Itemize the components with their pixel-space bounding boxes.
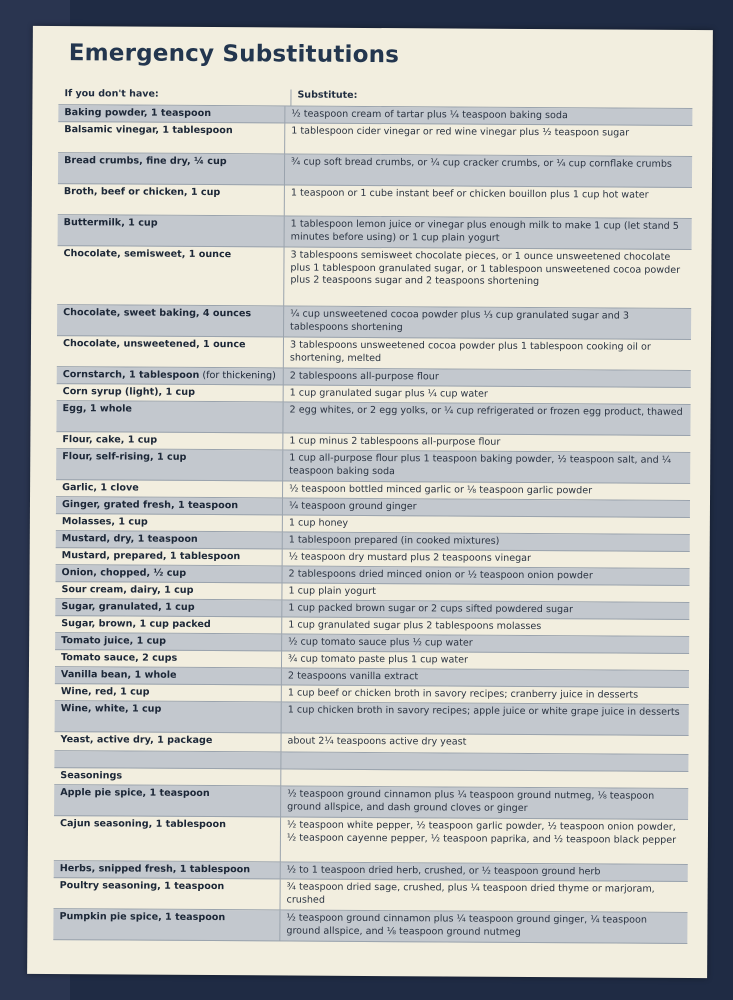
row-substitute: 3 tablespoons semisweet chocolate pieces, or 1 ounce unsweetened chocolate plus 1 tablespoon granulated sugar, or 1 tablespoon unsweetened cocoa powder plus 2 teaspoons sugar and 2 teaspoons shortening [283, 247, 691, 307]
row-substitute: ½ teaspoon ground cinnamon plus ¼ teaspoon ground nutmeg, ⅛ teaspoon ground allspice, and dash ground cloves or ginger [280, 786, 688, 818]
row-item-label: Seasonings [60, 770, 123, 782]
row-substitute: about 2¼ teaspoons active dry yeast [280, 733, 688, 753]
row-item-label: Bread crumbs, fine dry, ¼ cup [64, 155, 227, 168]
row-substitute: 1 cup minus 2 tablespoons all-purpose flour [282, 433, 690, 451]
row-item [54, 732, 280, 751]
row-substitute: 2 teaspoons vanilla extract [281, 668, 689, 686]
row-substitute: ½ teaspoon ground cinnamon plus ¼ teaspoon ground ginger, ¼ teaspoon ground allspice, and ⅛ teaspoon ground nutmeg [279, 910, 687, 942]
row-item [57, 305, 283, 336]
row-item-label: Wine, white, 1 cup [60, 703, 162, 715]
table-row [57, 336, 691, 371]
header-col1: If you don't have: [64, 88, 159, 100]
row-item [56, 432, 282, 449]
table-row [54, 816, 688, 865]
header-col2: Substitute: [290, 90, 357, 106]
row-item-label: Cornstarch, 1 tablespoon [62, 369, 200, 381]
row-item-label: Buttermilk, 1 cup [63, 217, 158, 229]
row-item-label: Pumpkin pie spice, 1 teaspoon [59, 911, 226, 924]
row-item-label: Sour cream, dairy, 1 cup [61, 584, 194, 596]
row-item [56, 449, 282, 480]
row-item-label: Sugar, brown, 1 cup packed [61, 618, 211, 631]
row-substitute [280, 769, 688, 787]
row-item [56, 497, 282, 514]
row-substitute [280, 752, 688, 770]
row-item [58, 153, 284, 184]
row-substitute: 2 egg whites, or 2 egg yolks, or ¼ cup refrigerated or frozen egg product, thawed [282, 402, 690, 434]
row-item [54, 768, 280, 785]
row-substitute: ½ teaspoon dry mustard plus 2 teaspoons vinegar [282, 549, 690, 567]
table-row [58, 215, 692, 250]
row-substitute: ¾ cup soft bread crumbs, or ¼ cup cracker crumbs, or ¼ cup cornflake crumbs [284, 154, 692, 186]
row-substitute: ¾ cup tomato paste plus 1 cup water [281, 651, 689, 669]
page-title: Emergency Substitutions [68, 40, 400, 69]
row-item [56, 565, 282, 582]
row-item-label: Egg, 1 whole [62, 403, 132, 415]
row-item-label: Yeast, active dry, 1 package [60, 734, 213, 747]
row-item [55, 701, 281, 732]
row-item-label: Balsamic vinegar, 1 tablespoon [64, 124, 233, 137]
row-item [54, 816, 280, 861]
row-substitute: 1 tablespoon prepared (in cooked mixtures) [282, 532, 690, 550]
row-substitute: ¼ teaspoon ground ginger [282, 498, 690, 516]
row-item-label: Chocolate, sweet baking, 4 ounces [63, 307, 252, 320]
row-item [54, 861, 280, 878]
row-item-label: Ginger, grated fresh, 1 teaspoon [61, 499, 239, 512]
table-body [53, 105, 692, 944]
row-substitute: ¼ cup unsweetened cocoa powder plus ⅓ cup granulated sugar and 3 tablespoons shortening [283, 306, 691, 338]
row-item-label: Garlic, 1 clove [62, 482, 139, 494]
row-item-label: Herbs, snipped fresh, 1 tablespoon [59, 863, 251, 876]
row-item [58, 215, 284, 246]
table-row [55, 701, 689, 736]
row-substitute: 1 cup all-purpose flour plus 1 teaspoon baking powder, ½ teaspoon salt, and ¼ teaspoon baking soda [282, 450, 690, 482]
row-substitute: 1 cup honey [282, 515, 690, 533]
row-item [54, 785, 280, 816]
table-row [54, 878, 688, 913]
row-item-label: Broth, beef or chicken, 1 cup [63, 186, 221, 199]
row-item-label: Flour, cake, 1 cup [62, 434, 158, 446]
table-row [56, 449, 690, 484]
row-item [57, 336, 283, 367]
row-item [58, 184, 284, 215]
row-item-label: Baking powder, 1 teaspoon [64, 107, 212, 120]
row-substitute: ½ teaspoon bottled minced garlic or ⅛ teaspoon garlic powder [282, 481, 690, 499]
row-item [57, 384, 283, 401]
row-item-label: Apple pie spice, 1 teaspoon [60, 787, 210, 800]
row-item [56, 548, 282, 565]
row-substitute: 1 cup granulated sugar plus ¼ cup water [283, 385, 691, 403]
recipe-card [27, 26, 713, 978]
row-substitute: 1 teaspoon or 1 cube instant beef or chicken bouillon plus 1 cup hot water [284, 185, 692, 217]
row-item-label: Mustard, dry, 1 teaspoon [61, 533, 198, 545]
row-item-label: Tomato sauce, 2 cups [61, 652, 178, 664]
table-row [58, 184, 692, 219]
row-substitute: 1 cup plain yogurt [281, 583, 689, 601]
row-item [58, 105, 284, 122]
row-item-label: Mustard, prepared, 1 tablespoon [61, 550, 241, 563]
table-row [54, 785, 688, 820]
row-item [54, 751, 280, 768]
table-row [57, 246, 691, 309]
row-substitute: 2 tablespoons all-purpose flour [283, 368, 691, 386]
row-item-label: Sugar, granulated, 1 cup [61, 601, 195, 613]
row-item-label: Cajun seasoning, 1 tablespoon [59, 818, 226, 831]
row-item [56, 401, 282, 432]
row-item [57, 246, 283, 305]
row-item [55, 582, 281, 599]
row-item [57, 367, 283, 384]
row-substitute: 1 cup granulated sugar plus 2 tablespoons molasses [281, 617, 689, 635]
table-row [53, 909, 687, 944]
row-substitute: ½ teaspoon white pepper, ½ teaspoon garlic powder, ½ teaspoon onion powder, ½ teaspoon cayenne pepper, ½ teaspoon paprika, and ½ teaspoon black pepper [280, 817, 688, 863]
row-item-label: Vanilla bean, 1 whole [60, 669, 177, 681]
row-item [58, 122, 284, 153]
row-substitute: 1 tablespoon lemon juice or vinegar plus enough milk to make 1 cup (let stand 5 minutes before using) or 1 cup plain yogurt [284, 216, 692, 248]
row-substitute: ½ to 1 teaspoon dried herb, crushed, or ½ teaspoon ground herb [280, 862, 688, 880]
row-item [56, 480, 282, 497]
row-substitute: 1 tablespoon cider vinegar or red wine vinegar plus ½ teaspoon sugar [284, 123, 692, 155]
row-substitute: ½ cup tomato sauce plus ½ cup water [281, 634, 689, 652]
row-item [55, 667, 281, 684]
table-row [58, 122, 692, 157]
row-item-label: Tomato juice, 1 cup [61, 635, 167, 647]
row-item [55, 684, 281, 701]
row-item-label: Molasses, 1 cup [61, 516, 148, 528]
row-substitute: 1 cup packed brown sugar or 2 cups sifted powdered sugar [281, 600, 689, 618]
row-substitute: ¾ teaspoon dried sage, crushed, plus ¼ teaspoon dried thyme or marjoram, crushed [280, 879, 688, 911]
table-row [56, 401, 690, 436]
row-item-label: Onion, chopped, ½ cup [61, 567, 187, 579]
row-substitute: 1 cup chicken broth in savory recipes; apple juice or white grape juice in desserts [281, 702, 689, 734]
row-substitute: ½ teaspoon cream of tartar plus ¼ teaspoon baking soda [284, 106, 692, 124]
substitution-table [53, 88, 692, 944]
row-item-label: Wine, red, 1 cup [60, 686, 150, 698]
table-row [58, 153, 692, 188]
row-item-label: Flour, self-rising, 1 cup [62, 451, 187, 463]
table-row [57, 305, 691, 340]
row-item [55, 616, 281, 633]
row-item [53, 909, 279, 940]
row-item [54, 878, 280, 909]
row-item [56, 514, 282, 531]
row-item-label: Corn syrup (light), 1 cup [62, 386, 195, 398]
row-item [56, 531, 282, 548]
row-item [55, 633, 281, 650]
row-substitute: 3 tablespoons unsweetened cocoa powder plus 1 tablespoon cooking oil or shortening, melted [283, 337, 691, 369]
row-item-label: Chocolate, semisweet, 1 ounce [63, 248, 232, 261]
row-substitute: 1 cup beef or chicken broth in savory recipes; cranberry juice in desserts [281, 685, 689, 703]
row-item-label: Poultry seasoning, 1 teaspoon [59, 880, 225, 893]
row-substitute: 2 tablespoons dried minced onion or ½ teaspoon onion powder [282, 566, 690, 584]
row-item [55, 599, 281, 616]
row-item-note: (for thickening) [199, 369, 276, 382]
row-item-label: Chocolate, unsweetened, 1 ounce [62, 338, 246, 351]
row-item [55, 650, 281, 667]
